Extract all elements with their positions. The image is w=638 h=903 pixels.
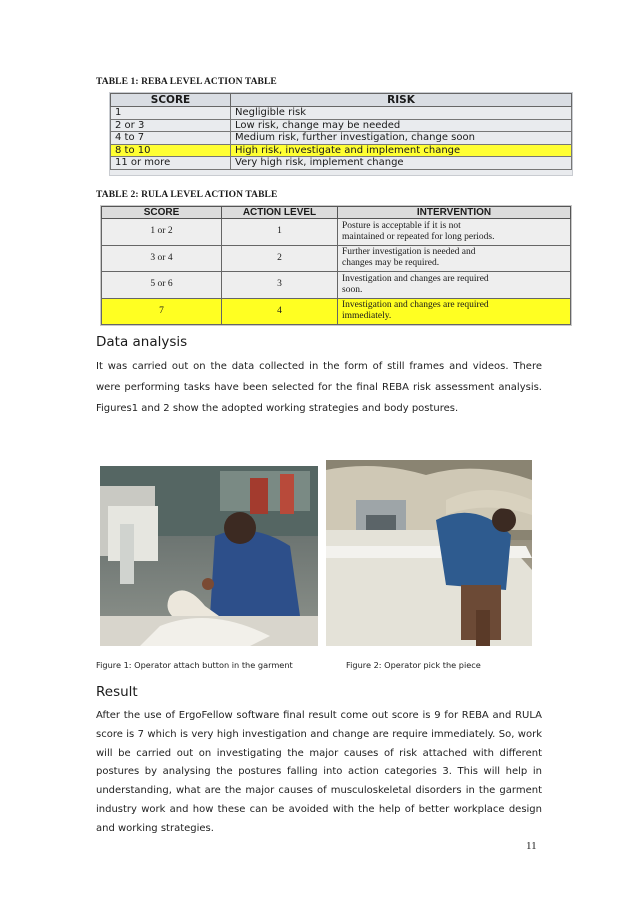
rula-intervention: Posture is acceptable if it is not maintained or repeated for long periods. bbox=[338, 219, 571, 246]
reba-risk: Low risk, change may be needed bbox=[231, 119, 572, 132]
figure2-caption: Figure 2: Operator pick the piece bbox=[346, 660, 481, 670]
reba-header-score: SCORE bbox=[111, 94, 231, 107]
rula-level: 4 bbox=[222, 298, 338, 325]
reba-risk: Very high risk, implement change bbox=[231, 157, 572, 170]
table-row bbox=[111, 132, 572, 145]
reba-score: 8 to 10 bbox=[111, 144, 231, 157]
table-row-highlighted bbox=[111, 144, 572, 157]
result-text: After the use of ErgoFellow software final result come out score is 9 for REBA and RULA score is 7 which is very high investigation and change are require immediately. So, work will be carried out on investigating the major causes of risk attached with different postures by analysing the postures falling into action categories 3. This will help in understanding, what are the major causes of musculoskeletal disorders in the garment industry work and how these can be avoided with the help of better workplace design and working strategies. bbox=[96, 710, 542, 834]
table-row-highlighted bbox=[102, 298, 571, 325]
reba-header-risk: RISK bbox=[231, 94, 572, 107]
rula-intervention: Investigation and changes are required immediately. bbox=[338, 298, 571, 325]
rula-level: 1 bbox=[222, 219, 338, 246]
reba-score: 11 or more bbox=[111, 157, 231, 170]
reba-table bbox=[109, 92, 573, 176]
rula-score: 3 or 4 bbox=[102, 245, 222, 272]
data-analysis-text: It was carried out on the data collected in the form of still frames and videos. There were performing tasks have been selected for the final REBA risk assessment analysis. Figures1 and 2 show the adopted working strategies and body postures. bbox=[96, 361, 542, 414]
rula-score: 5 or 6 bbox=[102, 272, 222, 299]
rula-score: 7 bbox=[102, 298, 222, 325]
table-row bbox=[111, 157, 572, 170]
figure1-photo bbox=[100, 466, 318, 646]
rula-table bbox=[100, 205, 572, 326]
table-row bbox=[111, 107, 572, 120]
rula-intervention: Investigation and changes are required soon. bbox=[338, 272, 571, 299]
rula-header-intervention: INTERVENTION bbox=[338, 207, 571, 219]
rula-level: 3 bbox=[222, 272, 338, 299]
rula-intervention: Further investigation is needed and changes may be required. bbox=[338, 245, 571, 272]
reba-score: 4 to 7 bbox=[111, 132, 231, 145]
data-analysis-heading: Data analysis bbox=[96, 334, 188, 350]
figure2-illustration bbox=[326, 460, 532, 646]
reba-score: 1 bbox=[111, 107, 231, 120]
rula-header-score: SCORE bbox=[102, 207, 222, 219]
page-number: 11 bbox=[526, 840, 537, 852]
table1-caption: TABLE 1: REBA LEVEL ACTION TABLE bbox=[96, 77, 277, 87]
figure2-photo bbox=[326, 460, 532, 646]
rula-score: 1 or 2 bbox=[102, 219, 222, 246]
reba-risk: Medium risk, further investigation, change soon bbox=[231, 132, 572, 145]
figure1-illustration bbox=[100, 466, 318, 646]
table2-caption: TABLE 2: RULA LEVEL ACTION TABLE bbox=[96, 190, 278, 200]
table-row bbox=[102, 245, 571, 272]
rula-header-action-level: ACTION LEVEL bbox=[222, 207, 338, 219]
reba-score: 2 or 3 bbox=[111, 119, 231, 132]
figure1-caption: Figure 1: Operator attach button in the garment bbox=[96, 660, 293, 670]
rula-level: 2 bbox=[222, 245, 338, 272]
table-row bbox=[111, 119, 572, 132]
table-row bbox=[102, 272, 571, 299]
table-row bbox=[102, 219, 571, 246]
reba-risk: Negligible risk bbox=[231, 107, 572, 120]
reba-risk: High risk, investigate and implement change bbox=[231, 144, 572, 157]
result-heading: Result bbox=[96, 684, 138, 700]
